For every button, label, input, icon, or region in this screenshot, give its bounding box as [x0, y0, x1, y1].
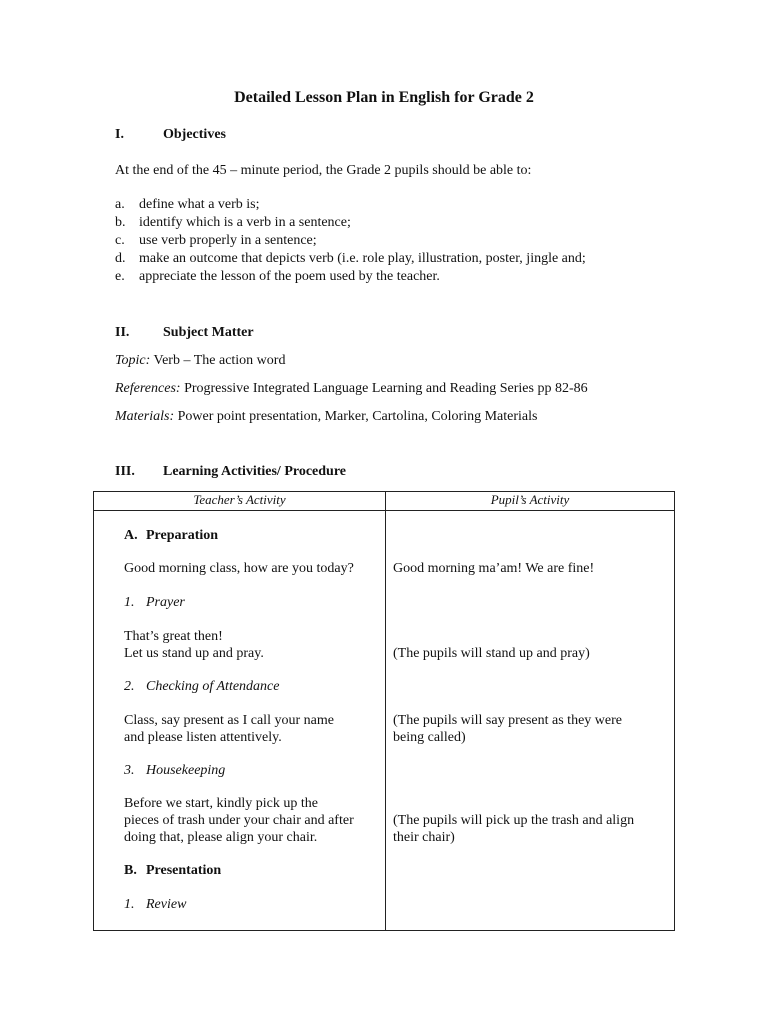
preparation-heading: Preparation [146, 528, 219, 543]
materials-label: Materials: [115, 409, 175, 424]
review-number: 1. [124, 897, 135, 912]
section-heading-procedure: Learning Activities/ Procedure [163, 464, 347, 479]
table-header-row [94, 492, 675, 511]
materials-line [115, 409, 537, 425]
pupil-stand-pray: (The pupils will stand up and pray) [393, 646, 590, 661]
teacher-stand-pray: Let us stand up and pray. [124, 646, 264, 661]
teacher-before-1: Before we start, kindly pick up the [124, 796, 319, 811]
prayer-number: 1. [124, 595, 135, 610]
topic-label: Topic: [115, 353, 151, 368]
teacher-greeting: Good morning class, how are you today? [124, 561, 354, 576]
presentation-letter: B. [124, 863, 137, 878]
pupil-greeting: Good morning ma’am! We are fine! [393, 561, 595, 576]
teacher-before-2: pieces of trash under your chair and after [124, 813, 354, 828]
pupil-present-1: (The pupils will say present as they were [393, 713, 622, 728]
objective-text: define what a verb is; [139, 197, 260, 212]
teacher-before-3: doing that, please align your chair. [124, 830, 318, 845]
objective-text: use verb properly in a sentence; [139, 233, 317, 248]
attendance-heading: Checking of Attendance [146, 679, 280, 694]
pupil-trash-1: (The pupils will pick up the trash and align [393, 813, 635, 828]
page-title: Detailed Lesson Plan in English for Grade 2 [234, 89, 534, 106]
references-value: Progressive Integrated Language Learning and Reading Series pp 82-86 [184, 381, 588, 396]
section-heading-objectives: Objectives [163, 127, 226, 142]
teacher-say-present-2: and please listen attentively. [124, 730, 282, 745]
section-number-procedure: III. [115, 464, 135, 479]
objective-text: appreciate the lesson of the poem used by the teacher. [139, 269, 440, 284]
teacher-great-then: That’s great then! [124, 629, 223, 644]
objective-letter: d. [115, 251, 126, 266]
objective-letter: e. [115, 269, 125, 284]
objective-letter: b. [115, 215, 126, 230]
table-row [94, 511, 675, 931]
objective-letter: a. [115, 197, 125, 212]
attendance-number: 2. [124, 679, 135, 694]
references-label: References: [115, 381, 181, 396]
references-line [115, 381, 588, 397]
presentation-heading: Presentation [146, 863, 222, 878]
column-header-pupil: Pupil’s Activity [386, 492, 675, 511]
topic-line [115, 353, 285, 369]
objective-text: make an outcome that depicts verb (i.e. role play, illustration, poster, jingle and; [139, 251, 586, 266]
pupil-activity-cell [386, 511, 675, 931]
objective-letter: c. [115, 233, 125, 248]
topic-value: Verb – The action word [153, 353, 286, 368]
prayer-heading: Prayer [146, 595, 185, 610]
pupil-present-2: being called) [393, 730, 466, 745]
teacher-say-present-1: Class, say present as I call your name [124, 713, 334, 728]
column-header-teacher: Teacher’s Activity [94, 492, 386, 511]
preparation-letter: A. [124, 528, 138, 543]
objectives-intro: At the end of the 45 – minute period, the Grade 2 pupils should be able to: [115, 163, 532, 178]
housekeeping-heading: Housekeeping [146, 763, 226, 778]
teacher-activity-cell [94, 511, 386, 931]
activities-table [93, 491, 675, 931]
objective-text: identify which is a verb in a sentence; [139, 215, 351, 230]
section-heading-subject-matter: Subject Matter [163, 325, 254, 340]
section-number-objectives: I. [115, 127, 124, 142]
review-heading: Review [146, 897, 187, 912]
housekeeping-number: 3. [124, 763, 135, 778]
pupil-trash-2: their chair) [393, 830, 455, 845]
section-number-subject-matter: II. [115, 325, 130, 340]
materials-value: Power point presentation, Marker, Cartolina, Coloring Materials [177, 409, 538, 424]
